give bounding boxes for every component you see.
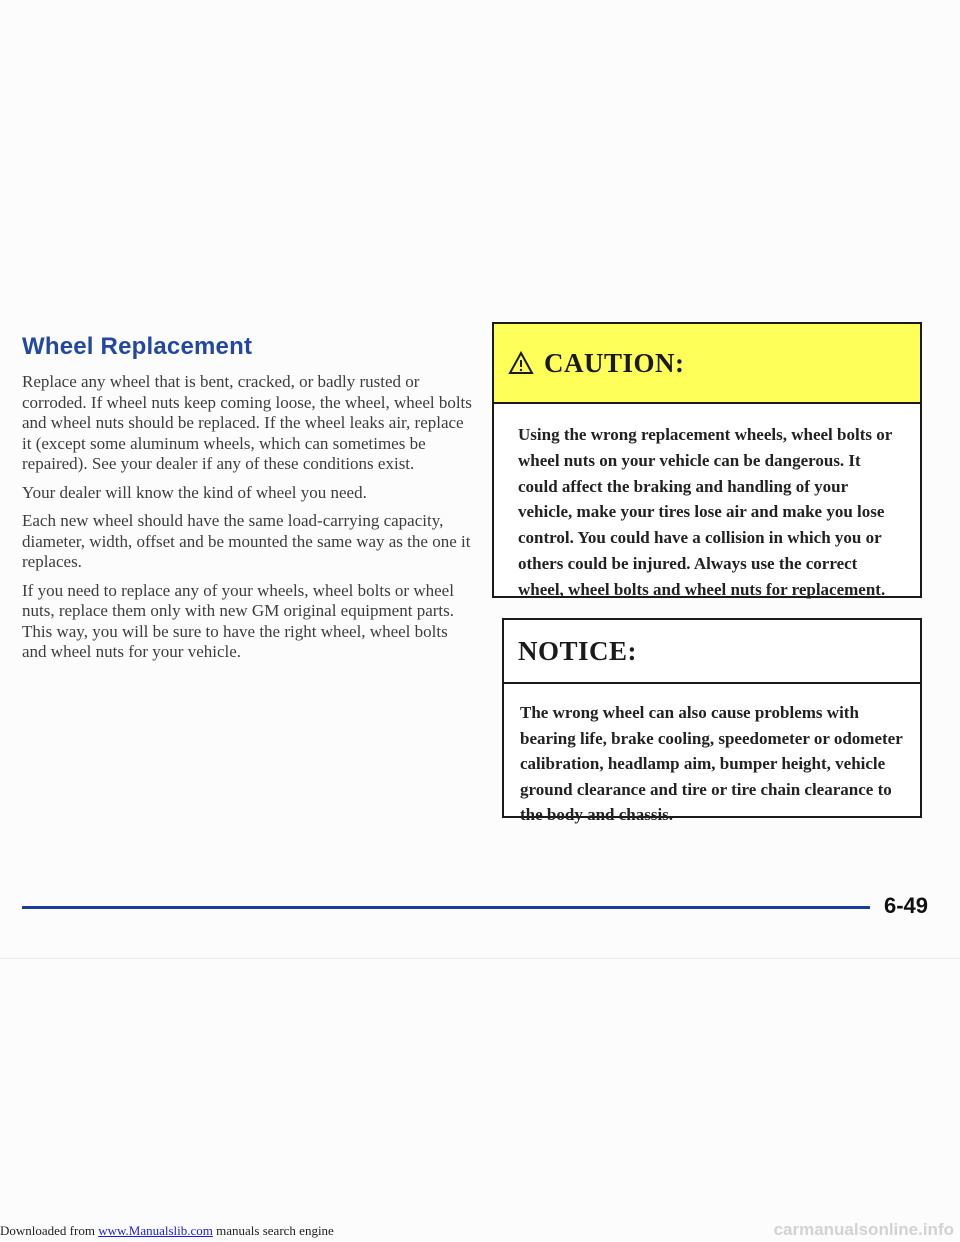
caution-title: CAUTION:: [544, 347, 685, 378]
caution-text: Using the wrong replacement wheels, wheel bolts or wheel nuts on your vehicle can be dangerous. It could affect the braking and handling of your vehicle, make your tires lose air and make you lose control. You could have a collision in which you or others could be injured. Always use the correct wheel, wheel bolts and wheel nuts for replacement.: [518, 425, 892, 599]
paragraph-new-wheel-specs: Each new wheel should have the same load-carrying capacity, diameter, width, offset and be mounted the same way as the one it replaces.: [22, 511, 471, 571]
notice-text: The wrong wheel can also cause problems with bearing life, brake cooling, speedometer or odometer calibration, headlamp aim, bumper height, vehicle ground clearance and tire or tire chain clearance to the body and chassis.: [520, 703, 903, 824]
notice-title: NOTICE:: [518, 635, 638, 666]
notice-header: [504, 620, 920, 684]
footer-prefix: Downloaded from: [0, 1223, 95, 1238]
paragraph-gm-parts: If you need to replace any of your wheels, wheel bolts or wheel nuts, replace them only with new GM original equipment parts. This way, you will be sure to have the right wheel, wheel bolts and wheel nuts for your vehicle.: [22, 580, 454, 661]
manualslib-link[interactable]: www.Manualslib.com: [98, 1223, 213, 1238]
footer-suffix: manuals search engine: [216, 1223, 334, 1238]
notice-box: [502, 618, 922, 824]
paragraph-dealer: Your dealer will know the kind of wheel you need.: [22, 482, 367, 502]
watermark: carmanualsonline.info: [773, 1220, 954, 1239]
footer-rule: [22, 906, 870, 909]
paragraph-wheel-condition: Replace any wheel that is bent, cracked, or badly rusted or corroded. If wheel nuts keep coming loose, the wheel, wheel bolts and wheel nuts should be replaced. If the wheel leaks air, replace it (except some aluminum wheels, which can sometimes be repaired). See your dealer if any of these conditions exist.: [22, 372, 472, 473]
divider: [0, 958, 960, 959]
section-title: Wheel Replacement: [22, 333, 253, 360]
warning-triangle-icon: [508, 351, 534, 375]
page-number: 6-49: [884, 893, 929, 918]
download-footer: [0, 1223, 334, 1239]
caution-box: [492, 322, 922, 598]
body-text-column: [22, 372, 472, 671]
caution-header: [494, 324, 920, 404]
